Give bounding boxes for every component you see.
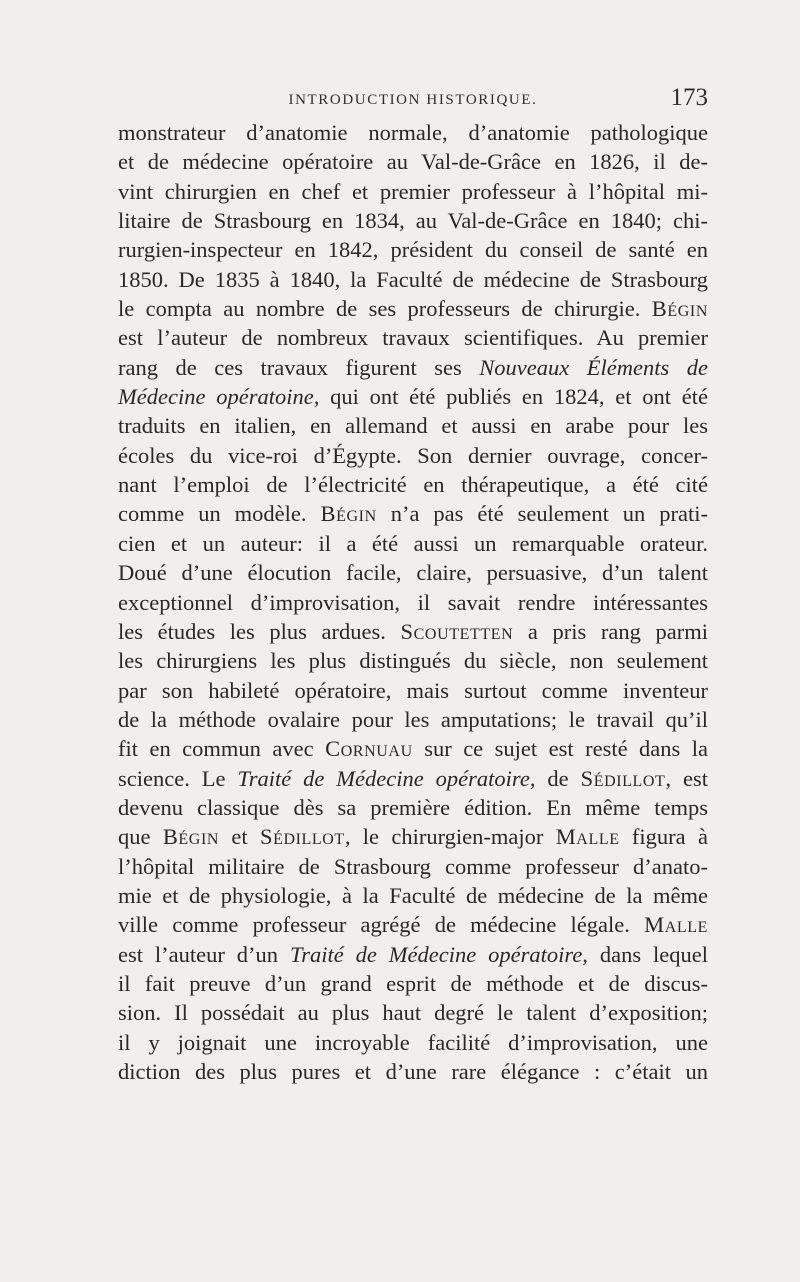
text-run: devenu classique dès sa première édition. En même temps — [118, 794, 708, 820]
text-run: il fait preuve d’un grand esprit de méthode et de discus- — [118, 970, 708, 996]
text-run: les études les plus ardues. — [118, 618, 401, 644]
text-run: et — [219, 824, 260, 850]
text-line — [118, 881, 708, 910]
text-run: écoles du vice-roi d’Égypte. Son dernier ouvrage, concer- — [118, 442, 708, 468]
text-run: litaire de Strasbourg en 1834, au Val-de-Grâce en 1840; chi- — [118, 208, 708, 234]
text-line — [118, 910, 708, 939]
text-run: de — [535, 765, 581, 791]
author-name: Cornuau — [325, 736, 413, 762]
book-title: Nouveaux Éléments de — [479, 354, 708, 380]
text-line — [118, 265, 708, 294]
text-line — [118, 499, 708, 528]
text-line — [118, 441, 708, 470]
text-line — [118, 588, 708, 617]
text-run: cien et un auteur: il a été aussi un remarquable orateur. — [118, 530, 708, 556]
text-line — [118, 353, 708, 382]
text-line — [118, 558, 708, 587]
text-line — [118, 206, 708, 235]
text-line — [118, 764, 708, 793]
text-line — [118, 118, 708, 147]
text-run: ville comme professeur agrégé de médecine légale. — [118, 912, 645, 938]
text-run: fit en commun avec — [118, 736, 326, 762]
text-line — [118, 734, 708, 763]
text-run: mie et de physiologie, à la Faculté de médecine de la même — [118, 882, 708, 908]
text-run: science. Le — [118, 765, 238, 791]
text-line — [118, 940, 708, 969]
text-run: par son habileté opératoire, mais surtout comme inventeur — [118, 677, 708, 703]
author-name: Sédillot — [259, 824, 345, 850]
book-title: Médecine opératoine, — [118, 384, 320, 410]
author-name: Bégin — [651, 296, 708, 322]
author-name: Bégin — [320, 501, 377, 527]
text-line — [118, 1057, 708, 1086]
text-run: de la méthode ovalaire pour les amputations; le travail qu’il — [118, 706, 708, 732]
author-name: Bégin — [162, 824, 220, 850]
text-run: nant l’emploi de l’électricité en thérapeutique, a été cité — [118, 472, 708, 498]
text-run: traduits en italien, en allemand et aussi en arabe pour les — [118, 413, 708, 439]
text-line — [118, 646, 708, 675]
text-line — [118, 235, 708, 264]
text-run: il y joignait une incroyable facilité d’improvisation, une — [118, 1029, 708, 1055]
text-run: vint chirurgien en chef et premier professeur à l’hôpital mi- — [118, 178, 708, 204]
text-run: rurgien-inspecteur en 1842, président du conseil de santé en — [118, 237, 708, 263]
text-run: le compta au nombre de ses professeurs de chirurgie. — [118, 296, 652, 322]
author-name: Scoutetten — [400, 618, 514, 644]
book-title: Traité de Médecine opératoire, — [237, 765, 536, 791]
text-run: comme un modèle. — [118, 501, 321, 527]
text-line — [118, 969, 708, 998]
text-run: l’hôpital militaire de Strasbourg comme professeur d’anato- — [118, 853, 708, 879]
text-line — [118, 705, 708, 734]
author-name: Sédillot — [580, 765, 666, 791]
text-line — [118, 470, 708, 499]
text-run: Doué d’une élocution facile, claire, persuasive, d’un talent — [118, 560, 708, 586]
body-text — [118, 118, 708, 1086]
text-run: , le chirurgien-major — [344, 824, 556, 850]
text-line — [118, 676, 708, 705]
text-run: rang de ces travaux figurent ses — [118, 354, 480, 380]
text-run: monstrateur d’anatomie normale, d’anatomie pathologique — [118, 120, 708, 145]
text-line — [118, 147, 708, 176]
text-run: que — [118, 824, 163, 850]
text-run: n’a pas été seulement un prati- — [376, 501, 708, 527]
running-head: INTRODUCTION HISTORIQUE. — [288, 92, 538, 108]
text-run: qui ont été publiés en 1824, et ont été — [319, 384, 708, 410]
text-line — [118, 294, 708, 323]
text-line — [118, 323, 708, 352]
text-line — [118, 793, 708, 822]
text-run: a pris rang parmi — [513, 618, 709, 644]
text-run: exceptionnel d’improvisation, il savait rendre intéressantes — [118, 589, 708, 615]
text-run: diction des plus pures et d’une rare élégance : c’était un — [118, 1059, 708, 1084]
text-run: , est — [665, 765, 708, 791]
text-line — [118, 617, 708, 646]
text-run: sion. Il possédait au plus haut degré le talent d’exposition; — [118, 1000, 708, 1026]
text-line — [118, 411, 708, 440]
text-line — [118, 822, 708, 851]
text-line — [118, 382, 708, 411]
book-title: Traité de Médecine opératoire, — [289, 941, 588, 967]
text-run: dans lequel — [587, 941, 708, 967]
page-header — [118, 86, 708, 116]
text-run: est l’auteur d’un — [118, 941, 290, 967]
text-line — [118, 529, 708, 558]
text-line — [118, 1028, 708, 1057]
text-line — [118, 177, 708, 206]
text-run: sur ce sujet est resté dans la — [412, 736, 708, 762]
author-name: Malle — [555, 824, 620, 850]
author-name: Malle — [644, 912, 708, 938]
text-run: 1850. De 1835 à 1840, la Faculté de médecine de Strasbourg — [118, 266, 708, 292]
page-number: 173 — [670, 84, 708, 111]
text-line — [118, 852, 708, 881]
text-line — [118, 998, 708, 1027]
text-run: et de médecine opératoire au Val-de-Grâce en 1826, il de- — [118, 149, 708, 175]
text-run: les chirurgiens les plus distingués du siècle, non seulement — [118, 648, 708, 674]
text-run: est l’auteur de nombreux travaux scientifiques. Au premier — [118, 325, 708, 351]
text-run: figura à — [619, 824, 708, 850]
